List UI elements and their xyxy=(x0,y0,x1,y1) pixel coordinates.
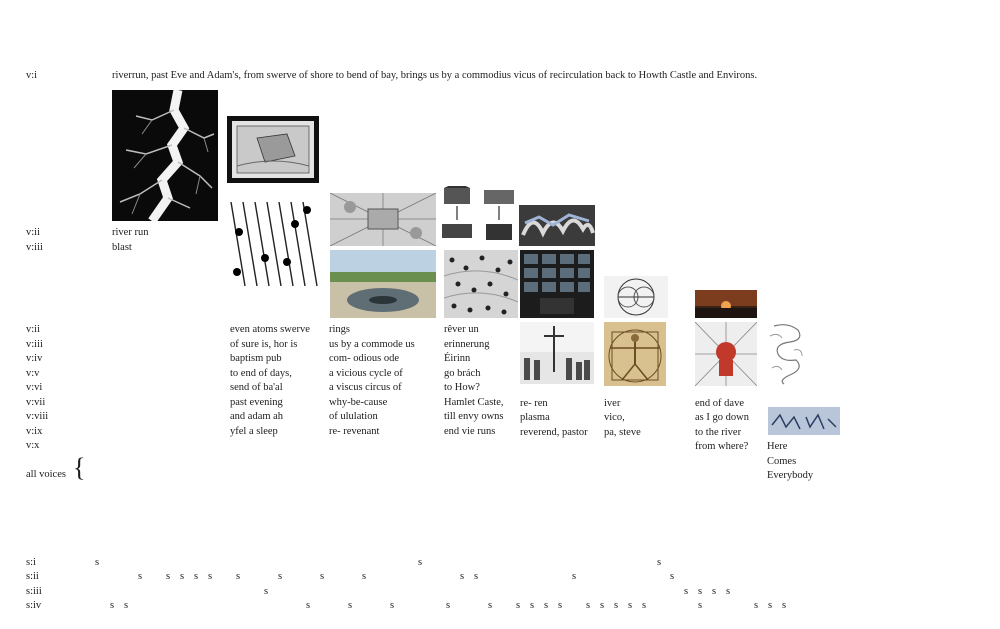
text-column-5 xyxy=(604,397,641,441)
upper-line: river run xyxy=(112,227,149,238)
poem-line: us by a commode us xyxy=(329,338,415,350)
s-mark: s xyxy=(698,586,703,597)
poem-line: and adam ah xyxy=(230,411,284,422)
voice-label: v:ix xyxy=(26,425,43,437)
circle-diagram-image xyxy=(604,276,668,318)
poem-line: rêver un xyxy=(444,324,479,335)
upper-labels xyxy=(26,226,43,255)
s-mark: s xyxy=(572,571,577,582)
s-mark: s xyxy=(194,571,199,582)
vitruvian-image xyxy=(604,322,666,386)
lightning-image xyxy=(112,90,218,221)
poem-line: baptism pub xyxy=(230,353,282,364)
s-mark: s xyxy=(208,571,213,582)
poem-line: as I go down xyxy=(695,412,749,423)
s-mark: s xyxy=(390,600,395,611)
poem-line: plasma xyxy=(520,412,550,423)
monitors-image xyxy=(520,250,594,318)
s-mark: s xyxy=(657,557,662,568)
handwriting-image xyxy=(768,407,840,435)
all-voices-label: all voices xyxy=(26,469,66,480)
s-mark: s xyxy=(166,571,171,582)
poem-line: yfel a sleep xyxy=(230,425,278,437)
s-mark: s xyxy=(474,571,479,582)
voice-label: v:x xyxy=(26,440,40,451)
text-column-6 xyxy=(695,397,749,455)
poem-line: go brách xyxy=(444,367,481,379)
s-row-label: s:iv xyxy=(26,600,42,611)
poem-line: re- revenant xyxy=(329,425,380,437)
sunset-image xyxy=(695,290,757,318)
castle-map-image xyxy=(227,116,319,183)
upper-line: blast xyxy=(112,241,132,253)
s-mark: s xyxy=(558,600,563,611)
poem-line: Éirinn xyxy=(444,353,471,364)
s-mark: s xyxy=(600,600,605,611)
voice-label: v:vi xyxy=(26,382,43,393)
poem-line: Everybody xyxy=(767,470,814,481)
s-mark: s xyxy=(586,600,591,611)
crucifixion-image xyxy=(520,322,594,384)
poem-line: a vicious cycle of xyxy=(329,367,403,379)
garden-aerial-image xyxy=(330,193,436,246)
voice-label: v:vii xyxy=(26,396,46,408)
s-mark: s xyxy=(460,571,465,582)
s-mark: s xyxy=(488,600,493,611)
voice-label: v:iv xyxy=(26,353,43,364)
poem-line: why-be-cause xyxy=(329,396,388,408)
s-mark: s xyxy=(95,557,100,568)
poem-line: to end of days, xyxy=(230,367,292,379)
s-mark: s xyxy=(362,571,367,582)
poem-line: rings xyxy=(329,324,350,335)
poem-line: of ululation xyxy=(329,411,378,422)
poem-line: end of dave xyxy=(695,397,744,409)
s-mark: s xyxy=(712,586,717,597)
s-mark: s xyxy=(278,571,283,582)
s-mark: s xyxy=(446,600,451,611)
text-column-7 xyxy=(767,440,813,484)
poem-line: to How? xyxy=(444,382,480,393)
poem-line: Here xyxy=(767,441,788,452)
s-mark: s xyxy=(754,600,759,611)
poem-line: re- ren xyxy=(520,397,548,409)
poem-line: com- odious ode xyxy=(329,353,399,364)
s-mark: s xyxy=(138,571,143,582)
s-mark: s xyxy=(530,600,535,611)
header-text: riverrun, past Eve and Adam's, from swerve of shore to bend of bay, brings us by a commodius vicus of recirculation back to Howth Castle and Environs. xyxy=(112,70,758,81)
voice-label: v:v xyxy=(26,367,40,379)
voice-label: v:viii xyxy=(26,411,49,422)
poem-line: past evening xyxy=(230,396,283,408)
poem-line: till envy owns xyxy=(444,411,504,422)
s-mark: s xyxy=(670,571,675,582)
s-mark: s xyxy=(348,600,353,611)
poem-line: send of ba'al xyxy=(230,382,283,393)
s-mark: s xyxy=(306,600,311,611)
s-mark: s xyxy=(768,600,773,611)
crowd-pattern-image xyxy=(444,250,518,318)
water-vortex-image xyxy=(330,250,436,318)
poem-line: pa, steve xyxy=(604,426,641,438)
s-mark: s xyxy=(684,586,689,597)
s-mark: s xyxy=(698,600,703,611)
poem-line: iver xyxy=(604,397,621,409)
s-mark: s xyxy=(628,600,633,611)
main-labels xyxy=(26,323,48,454)
text-column-1 xyxy=(230,323,310,439)
s-mark: s xyxy=(264,586,269,597)
s-mark: s xyxy=(516,600,521,611)
astronaut-image xyxy=(695,322,757,386)
upper-label: v:iii xyxy=(26,241,43,253)
all-voices-brace: { xyxy=(73,453,86,482)
voice-label: v:iii xyxy=(26,338,43,350)
poem-line: from where? xyxy=(695,441,749,452)
s-mark: s xyxy=(320,571,325,582)
building-diagram-image xyxy=(440,186,520,242)
poem-line: end vie runs xyxy=(444,425,496,437)
s-mark: s xyxy=(614,600,619,611)
s-mark: s xyxy=(124,600,129,611)
poem-line: erinnerung xyxy=(444,338,490,350)
poem-line: Comes xyxy=(767,455,797,467)
poem-line: to the river xyxy=(695,426,742,438)
s-row-label: s:ii xyxy=(26,571,39,582)
poem-line: of sure is, hor is xyxy=(230,338,298,350)
atoms-swerve-image xyxy=(229,200,321,290)
s-mark: s xyxy=(180,571,185,582)
maze-drawing-image xyxy=(768,322,806,386)
text-column-3 xyxy=(444,323,504,439)
s-mark: s xyxy=(544,600,549,611)
s-mark: s xyxy=(782,600,787,611)
header-label: v:i xyxy=(26,70,38,81)
s-mark: s xyxy=(726,586,731,597)
s-row-label: s:iii xyxy=(26,586,42,597)
graffiti-image xyxy=(519,205,595,246)
upper-label: v:ii xyxy=(26,227,41,238)
poem-line: even atoms swerve xyxy=(230,324,310,335)
poem-line: reverend, pastor xyxy=(520,426,588,438)
s-row-label: s:i xyxy=(26,557,36,568)
s-mark: s xyxy=(642,600,647,611)
poem-line: Hamlet Caste, xyxy=(444,396,504,408)
poem-line: a viscus circus of xyxy=(329,382,402,393)
upper-lines xyxy=(112,226,148,255)
s-mark: s xyxy=(110,600,115,611)
text-column-4 xyxy=(520,397,588,441)
poem-line: vico, xyxy=(604,412,625,423)
text-column-2 xyxy=(329,323,415,439)
s-mark: s xyxy=(236,571,241,582)
s-mark: s xyxy=(418,557,423,568)
voice-label: v:ii xyxy=(26,324,41,335)
